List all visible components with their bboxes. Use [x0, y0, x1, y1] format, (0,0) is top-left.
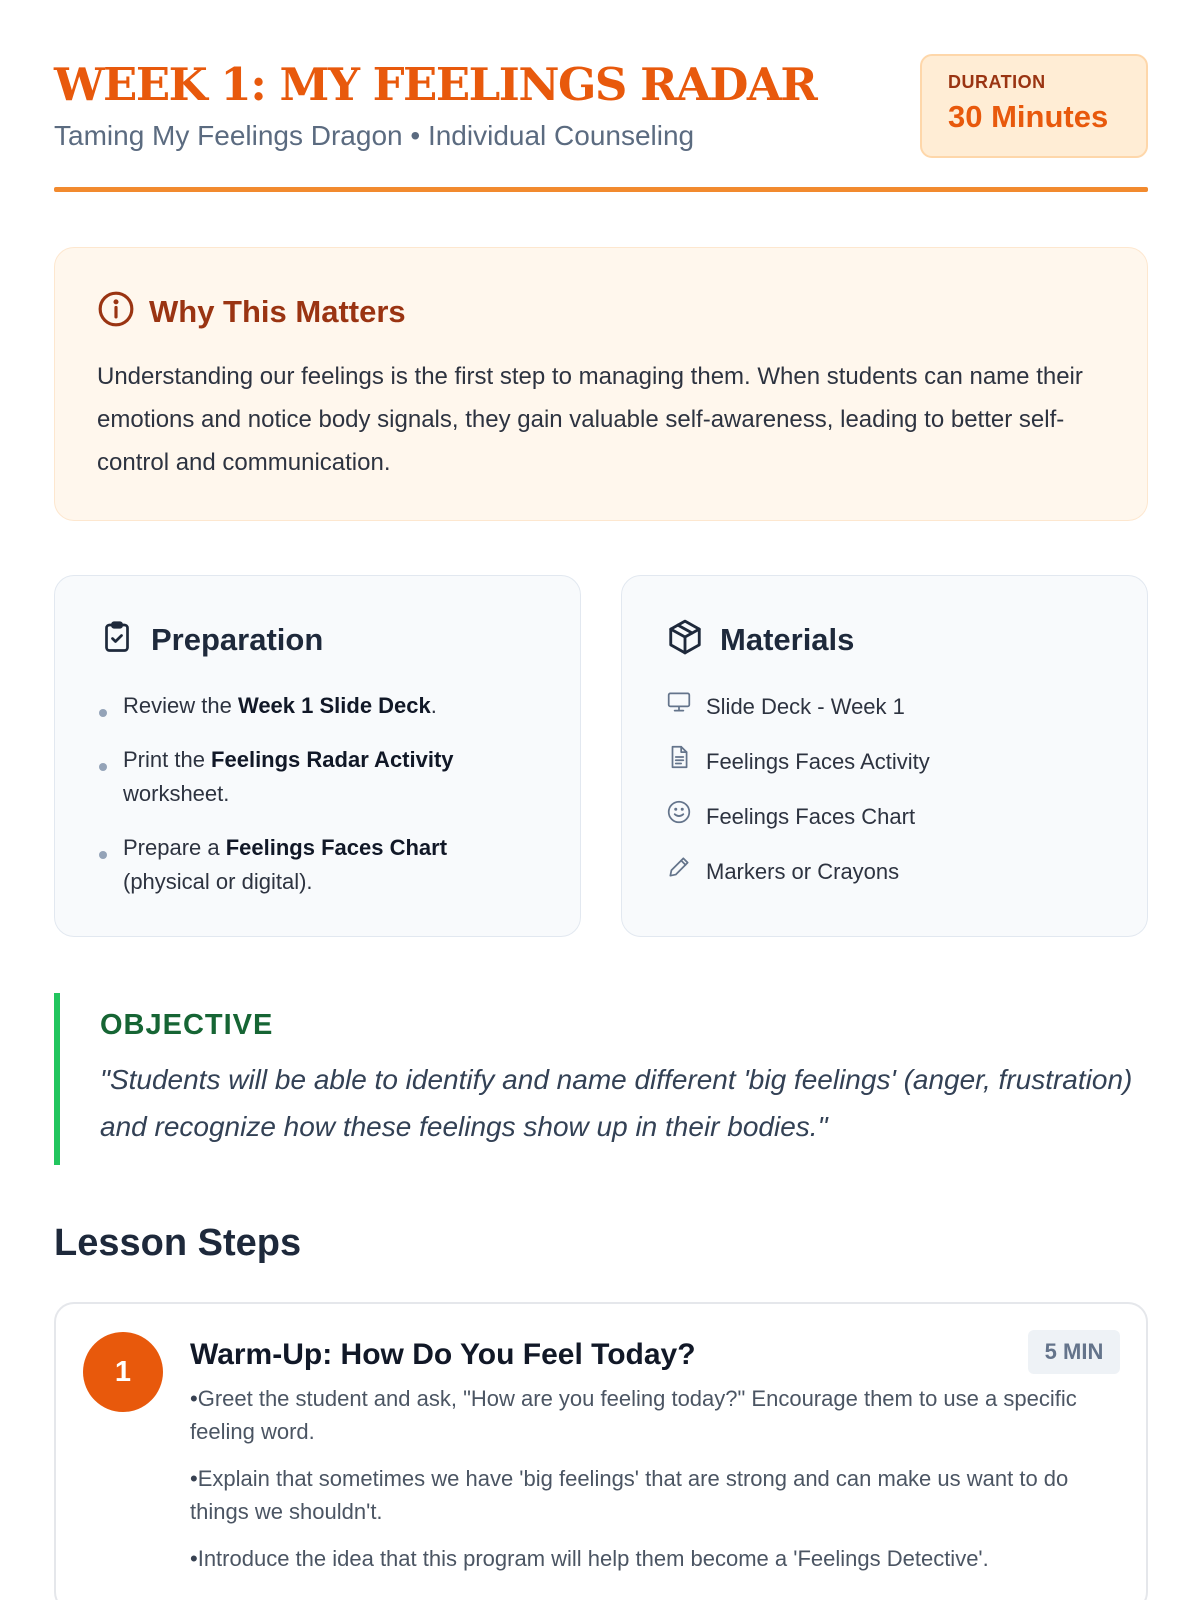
list-item: [666, 854, 1103, 890]
material-label: Markers or Crayons: [706, 859, 900, 884]
material-label: Feelings Faces Activity: [706, 749, 930, 774]
step-number-badge: 1: [83, 1332, 163, 1412]
monitor-icon: [666, 689, 692, 725]
step-bullet-list: [190, 1382, 1120, 1589]
list-item: • Greet the student and ask, "How are you feeling today?" Encourage them to use a specific feeling word.: [190, 1382, 1120, 1448]
duration-badge: [920, 54, 1148, 158]
list-item: • Explain that sometimes we have 'big feelings' that are strong and can make us want to do things we shouldn't.: [190, 1462, 1120, 1528]
page-subtitle: Taming My Feelings Dragon • Individual Counseling: [54, 120, 695, 151]
objective-text: "Students will be able to identify and name different 'big feelings' (anger, frustration) and recognize how these feelings show up in their bodies.": [100, 1064, 1133, 1142]
objective-block: [54, 993, 1148, 1165]
preparation-list: [99, 689, 536, 899]
preparation-title: Preparation: [151, 621, 324, 657]
list-item: Print the Feelings Radar Activity worksheet.: [99, 743, 536, 811]
material-label: Feelings Faces Chart: [706, 804, 916, 829]
package-icon: [666, 618, 704, 661]
list-item: Prepare a Feelings Faces Chart (physical or digital).: [99, 831, 536, 899]
list-item: [666, 744, 1103, 780]
list-item: Review the Week 1 Slide Deck.: [99, 689, 536, 723]
list-item: [666, 689, 1103, 725]
why-this-matters-panel: [54, 247, 1148, 521]
lesson-steps-heading: Lesson Steps: [54, 1222, 302, 1264]
objective-label: OBJECTIVE: [100, 1009, 274, 1041]
document-icon: [666, 744, 692, 780]
duration-value: 30 Minutes: [948, 99, 1109, 134]
clipboard-check-icon: [99, 618, 135, 661]
page-title: WEEK 1: MY FEELINGS RADAR: [54, 58, 817, 111]
preparation-card: [54, 575, 581, 937]
header-divider: [54, 187, 1148, 192]
list-item: [666, 799, 1103, 835]
materials-card: [621, 575, 1148, 937]
step-title: Warm-Up: How Do You Feel Today?: [190, 1338, 696, 1371]
smiley-icon: [666, 799, 692, 835]
list-item: • Introduce the idea that this program will help them become a 'Feelings Detective'.: [190, 1542, 1120, 1575]
info-icon: [97, 290, 135, 333]
lesson-step-card: [54, 1302, 1148, 1600]
pencil-icon: [666, 854, 692, 890]
materials-list: [666, 689, 1103, 890]
material-label: Slide Deck - Week 1: [706, 694, 905, 719]
step-time-badge: 5 MIN: [1028, 1330, 1120, 1374]
why-title: Why This Matters: [149, 293, 406, 329]
duration-label: DURATION: [948, 72, 1046, 92]
why-text: Understanding our feelings is the first step to managing them. When students can name their emotions and notice body signals, they gain valuable self-awareness, leading to better self-control and communication.: [97, 363, 1083, 476]
materials-title: Materials: [720, 621, 855, 657]
page-header: [54, 52, 1148, 192]
